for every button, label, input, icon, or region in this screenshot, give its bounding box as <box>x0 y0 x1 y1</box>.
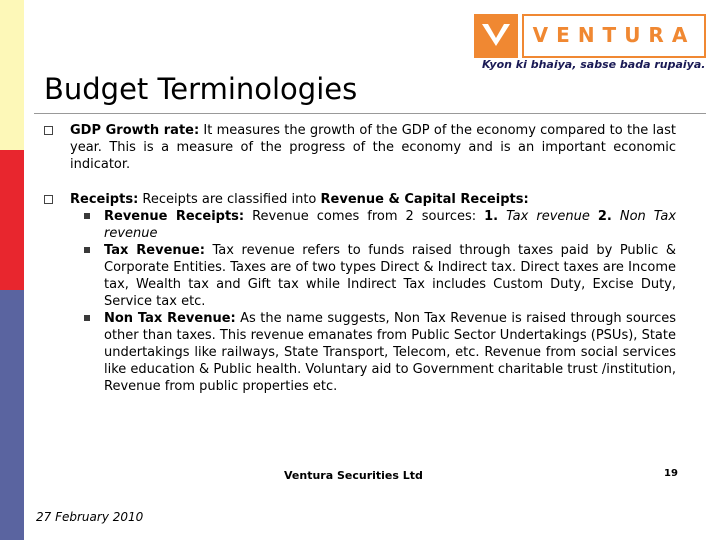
slide-content <box>44 122 676 395</box>
ventura-v-logo-icon <box>474 14 518 58</box>
subbullet-revenue-receipts <box>44 208 676 242</box>
revenue-source-number-2: 2. <box>597 209 612 224</box>
filled-square-bullet-icon <box>84 247 90 253</box>
brand-name: VENTURA <box>522 14 706 58</box>
bullet-receipts <box>44 191 676 208</box>
sidebar-yellow-block <box>0 0 24 150</box>
subbullet-non-tax-revenue <box>44 310 676 395</box>
ventura-logo <box>474 14 706 58</box>
filled-square-bullet-icon <box>84 315 90 321</box>
filled-square-bullet-icon <box>84 213 90 219</box>
sidebar-blue-block <box>0 290 24 540</box>
term-gdp-growth: GDP Growth rate: <box>70 123 200 138</box>
subbullet-tax-revenue <box>44 242 676 310</box>
revenue-source-number-1: 1. <box>484 209 499 224</box>
receipts-text: Receipts are classified into <box>138 192 321 207</box>
sidebar-color-band <box>0 0 24 540</box>
term-receipts: Receipts: <box>70 192 139 207</box>
term-non-tax-revenue: Non Tax Revenue: <box>104 311 236 326</box>
sidebar-red-block <box>0 150 24 290</box>
revenue-source-2: Non Tax revenue <box>104 209 677 241</box>
gdp-growth-text: It measures the growth of the GDP of the economy compared to the last year. This is a measure of the progress of the economy and is an important economic indicator. <box>70 123 676 172</box>
revenue-receipts-text: Revenue comes from 2 sources: <box>244 209 485 224</box>
title-divider <box>34 113 706 114</box>
footer-company: Ventura Securities Ltd <box>284 469 423 482</box>
page-number: 19 <box>664 468 678 479</box>
tax-revenue-text: Tax revenue refers to funds raised through taxes paid by Public & Corporate Entities. Taxes are of two types Direct & Indirect tax. Direct taxes are Income tax, Wealth tax and Gift tax while Indirect Tax includes Custom Duty, Excise Duty, Service tax etc. <box>104 243 676 309</box>
hollow-square-bullet-icon <box>44 126 53 135</box>
term-tax-revenue: Tax Revenue: <box>104 243 205 258</box>
hollow-square-bullet-icon <box>44 195 53 204</box>
revenue-source-1: Tax revenue <box>498 209 590 224</box>
slide-title: Budget Terminologies <box>44 72 358 106</box>
non-tax-revenue-text: As the name suggests, Non Tax Revenue is raised through sources other than taxes. This revenue emanates from Public Sector Undertakings (PSUs), State undertakings like railways, State Transport, Telecom, etc. Revenue from social services like education & Public health. Voluntary aid to Government charitable trust /institution, Revenue from public properties etc. <box>104 311 676 394</box>
footer-date: 27 February 2010 <box>36 510 144 524</box>
brand-tagline: Kyon ki bhaiya, sabse bada rupaiya. <box>482 58 706 71</box>
bullet-gdp-growth <box>44 122 676 173</box>
receipts-classes: Revenue & Capital Receipts: <box>320 192 529 207</box>
term-revenue-receipts: Revenue Receipts: <box>104 209 245 224</box>
